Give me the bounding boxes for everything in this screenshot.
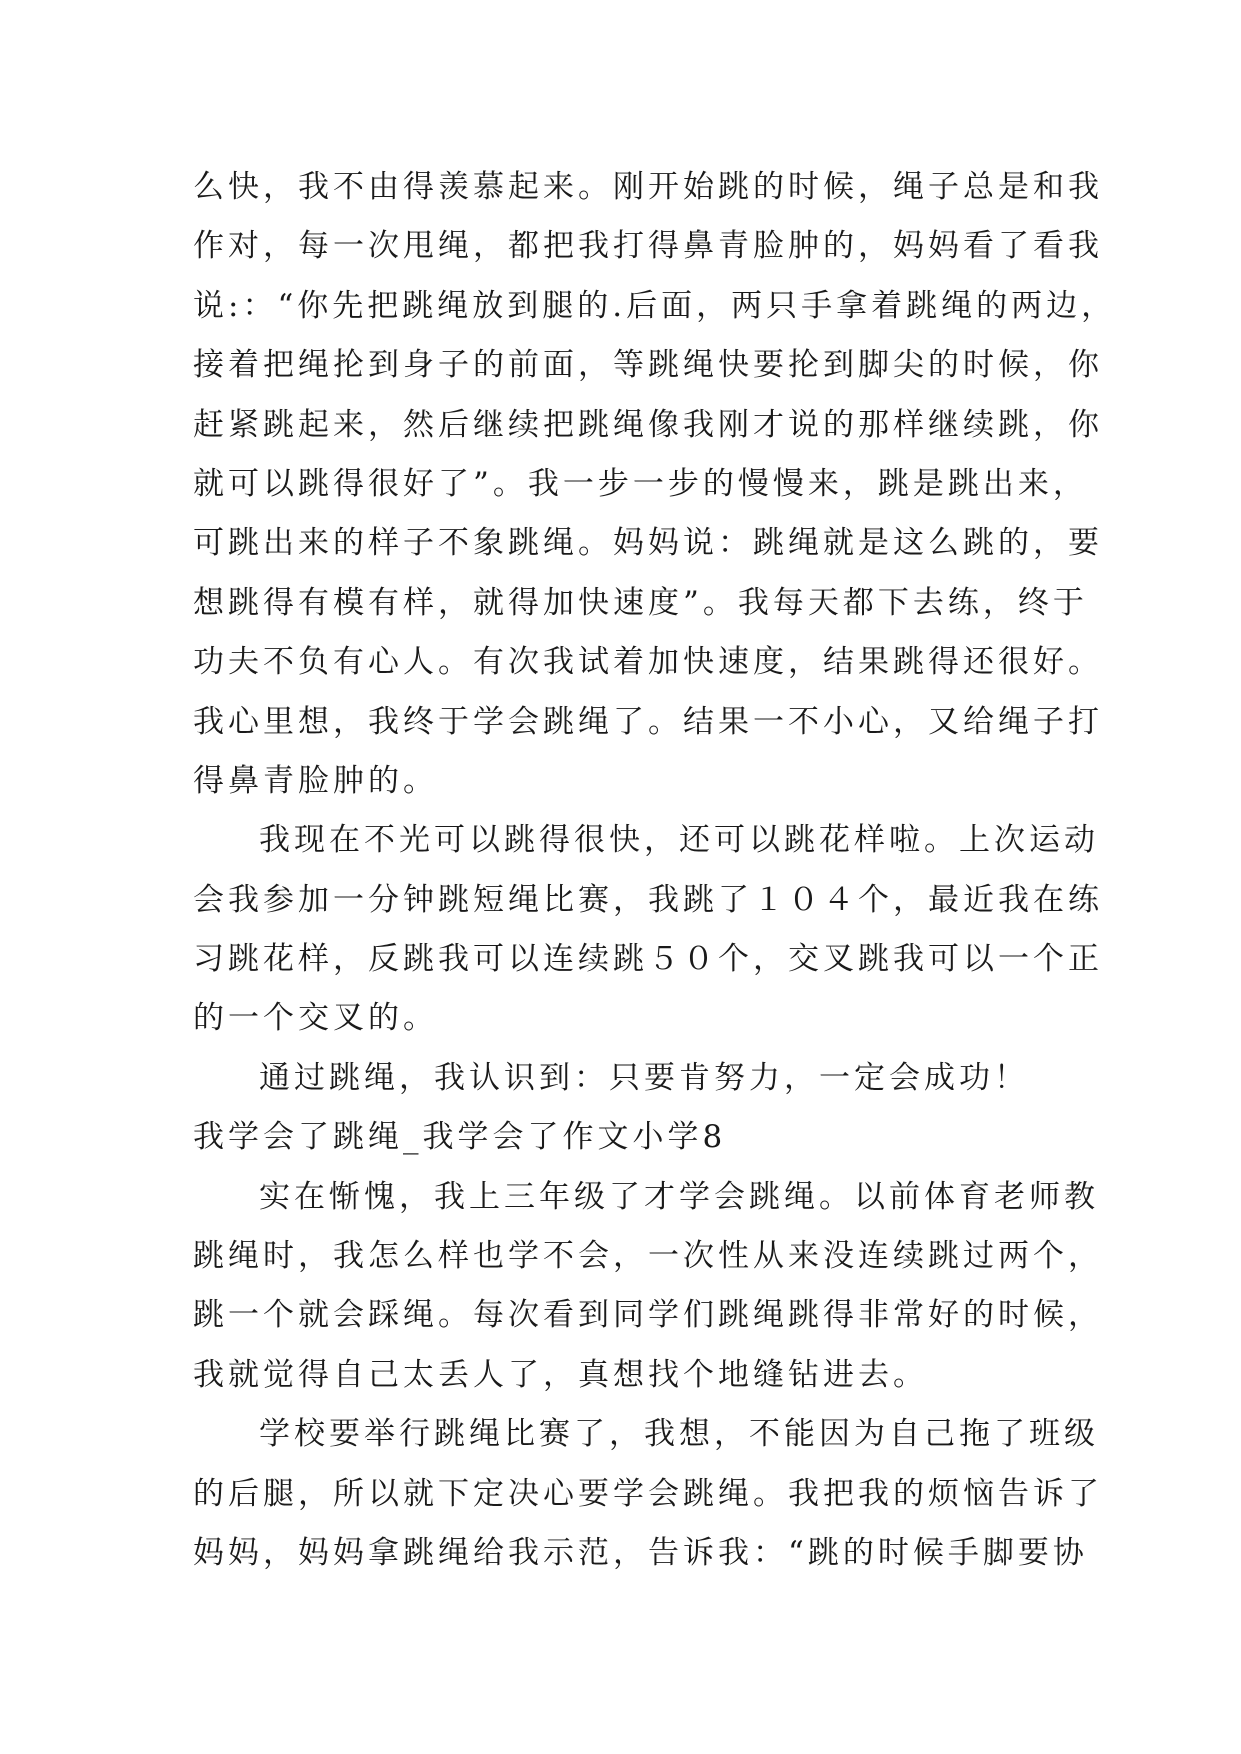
text-line: 习跳花样，反跳我可以连续跳５０个，交叉跳我可以一个正 [193,941,1103,978]
document-body [193,158,1117,1583]
text-line: 我学会了跳绳_我学会了作文小学8 [193,1119,727,1156]
text-line: 说:：“你先把跳绳放到腿的.后面，两只手拿着跳绳的两边， [193,287,1117,324]
text-line: 的后腿，所以就下定决心要学会跳绳。我把我的烦恼告诉了 [193,1475,1103,1512]
text-line: 么快，我不由得羡慕起来。刚开始跳的时候，绳子总是和我 [193,169,1103,205]
text-line: 我就觉得自己太丢人了，真想找个地缝钻进去。 [193,1356,928,1393]
text-line: 我心里想，我终于学会跳绳了。结果一不小心，又给绳子打 [193,703,1103,740]
text-line: 就可以跳得很好了”。我一步一步的慢慢来，跳是跳出来， [193,465,1088,502]
text-line: 想跳得有模有样，就得加快速度”。我每天都下去练，终于 [193,584,1088,621]
text-line: 跳绳时，我怎么样也学不会，一次性从来没连续跳过两个， [193,1238,1103,1275]
text-line: 得鼻青脸肿的。 [193,762,438,799]
text-line: 可跳出来的样子不象跳绳。妈妈说：跳绳就是这么跳的，要 [193,525,1103,562]
text-line: 的一个交叉的。 [193,1000,438,1037]
text-line: 学校要举行跳绳比赛了，我想，不能因为自己拖了班级 [259,1416,1099,1453]
text-line: 功夫不负有心人。有次我试着加快速度，结果跳得还很好。 [193,644,1103,681]
text-line: 会我参加一分钟跳短绳比赛，我跳了１０４个，最近我在练 [193,881,1103,918]
text-line: 妈妈，妈妈拿跳绳给我示范，告诉我：“跳的时候手脚要协 [193,1534,1088,1571]
text-line: 通过跳绳，我认识到：只要肯努力，一定会成功！ [259,1059,1029,1096]
text-line: 跳一个就会踩绳。每次看到同学们跳绳跳得非常好的时候， [193,1297,1103,1334]
text-line: 实在惭愧，我上三年级了才学会跳绳。以前体育老师教 [259,1178,1099,1215]
text-line: 接着把绳抡到身子的前面，等跳绳快要抡到脚尖的时候，你 [193,347,1103,384]
text-line: 作对，每一次甩绳，都把我打得鼻青脸肿的，妈妈看了看我 [193,228,1103,265]
text-line: 我现在不光可以跳得很快，还可以跳花样啦。上次运动 [259,822,1099,859]
text-line: 赶紧跳起来，然后继续把跳绳像我刚才说的那样继续跳，你 [193,406,1103,443]
